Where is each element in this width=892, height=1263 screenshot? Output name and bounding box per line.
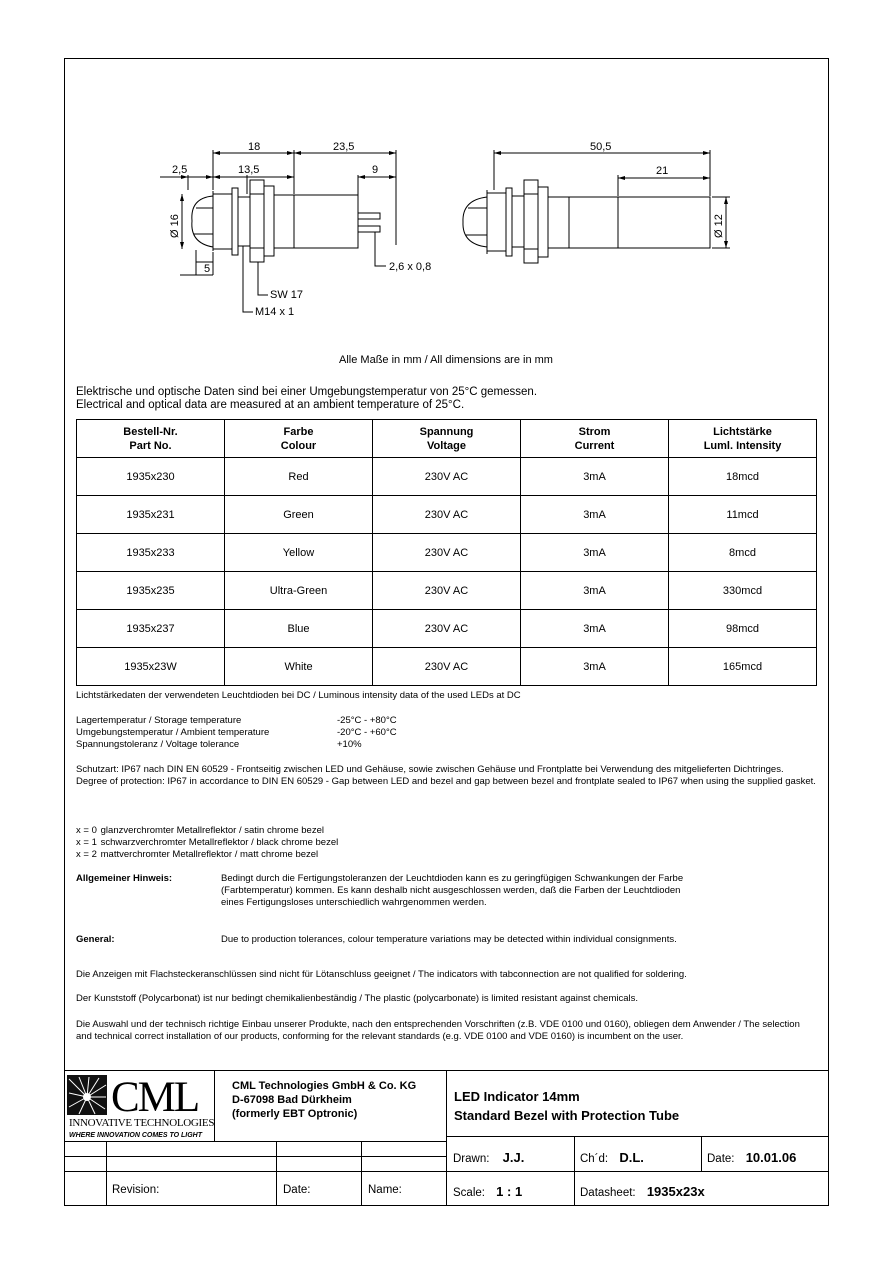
cell-colour: White xyxy=(225,648,373,686)
spec-table xyxy=(76,419,817,686)
logo-tagline: WHERE INNOVATION COMES TO LIGHT xyxy=(69,1132,202,1139)
revision-date-label: Date: xyxy=(283,1184,311,1196)
cell-colour: Blue xyxy=(225,610,373,648)
spec-storage: Lagertemperatur / Storage temperature -25°C - +80°C xyxy=(76,715,397,726)
table-row xyxy=(77,496,817,534)
cell-voltage: 230V AC xyxy=(373,534,521,572)
cell-colour: Green xyxy=(225,496,373,534)
dim-5: 5 xyxy=(204,263,211,275)
logo-subtitle: INNOVATIVE TECHNOLOGIES xyxy=(69,1117,215,1129)
table-row xyxy=(77,534,817,572)
cell-part: 1935x23W xyxy=(77,648,225,686)
dim-dia-12: Ø 12 xyxy=(713,214,725,238)
reflector-option: x = 0 glanzverchromter Metallreflektor / satin chrome bezel xyxy=(76,825,324,836)
cell-part: 1935x231 xyxy=(77,496,225,534)
cell-part: 1935x230 xyxy=(77,458,225,496)
cell-voltage: 230V AC xyxy=(373,648,521,686)
cell-colour: Yellow xyxy=(225,534,373,572)
spec-ambient: Umgebungstemperatur / Ambient temperature -20°C - +60°C xyxy=(76,727,397,738)
cell-intensity: 98mcd xyxy=(669,610,817,648)
revision-name-label: Name: xyxy=(368,1184,402,1196)
reflector-options xyxy=(76,825,338,861)
dim-23-5: 23,5 xyxy=(333,141,355,153)
table-row xyxy=(77,610,817,648)
spec-tolerance: Spannungstoleranz / Voltage tolerance +10% xyxy=(76,739,362,750)
note-chemicals: Der Kunststoff (Polycarbonat) ist nur bedingt chemikalienbeständig / The plastic (polycarbonate) is limited resistant against chemicals. xyxy=(76,993,639,1004)
cell-voltage: 230V AC xyxy=(373,610,521,648)
checked-field: Ch´d: D.L. xyxy=(580,1150,644,1165)
dim-dia-16: Ø 16 xyxy=(169,214,181,238)
cell-colour: Ultra-Green xyxy=(225,572,373,610)
date-field: Date: 10.01.06 xyxy=(707,1150,797,1165)
callout-tab: 2,6 x 0,8 xyxy=(389,261,432,273)
reflector-option: x = 2 mattverchromter Metallreflektor / matt chrome bezel xyxy=(76,849,319,860)
callout-sw17: SW 17 xyxy=(270,289,304,301)
table-row xyxy=(77,572,817,610)
cell-current: 3mA xyxy=(521,534,669,572)
protection-de: Schutzart: IP67 nach DIN EN 60529 - Frontseitig zwischen LED und Gehäuse, sowie zwischen Gehäuse und Frontplatte bei Verwendung des mitgelieferten Dichtringes. xyxy=(76,764,784,775)
cml-logo xyxy=(67,1075,215,1141)
dim-50-5: 50,5 xyxy=(590,141,612,153)
scale-field: Scale: 1 : 1 xyxy=(453,1184,523,1199)
cell-current: 3mA xyxy=(521,496,669,534)
measurement-intro xyxy=(76,386,537,412)
callout-m14: M14 x 1 xyxy=(255,306,295,318)
intro-de: Elektrische und optische Daten sind bei einer Umgebungstemperatur von 25°C gemessen. xyxy=(76,386,538,398)
cell-part: 1935x237 xyxy=(77,610,225,648)
cell-intensity: 18mcd xyxy=(669,458,817,496)
logo-wordmark: CML xyxy=(111,1074,199,1121)
cell-current: 3mA xyxy=(521,458,669,496)
technical-drawing xyxy=(0,0,892,340)
revision-label: Revision: xyxy=(112,1184,160,1196)
cell-intensity: 165mcd xyxy=(669,648,817,686)
intensity-note: Lichtstärkedaten der verwendeten Leuchtdioden bei DC / Luminous intensity data of the used LEDs at DC xyxy=(76,690,521,701)
cell-intensity: 11mcd xyxy=(669,496,817,534)
company-address: CML Technologies GmbH & Co. KG D-67098 Bad Dürkheim (formerly EBT Optronic) xyxy=(232,1080,417,1120)
cell-voltage: 230V AC xyxy=(373,572,521,610)
cell-current: 3mA xyxy=(521,648,669,686)
dimensions-note: Alle Maße in mm / All dimensions are in mm xyxy=(339,354,553,366)
intro-en: Electrical and optical data are measured at an ambient temperature of 25°C. xyxy=(76,399,465,411)
cell-intensity: 8mcd xyxy=(669,534,817,572)
table-row xyxy=(77,648,817,686)
dim-2-5: 2,5 xyxy=(172,164,188,176)
environment-specs xyxy=(76,715,397,751)
drawn-field: Drawn: J.J. xyxy=(453,1150,525,1165)
col-colour: Farbe Colour xyxy=(225,420,373,458)
reflector-option: x = 1 schwarzverchromter Metallreflektor / black chrome bezel xyxy=(76,837,339,848)
spec-table-header xyxy=(77,420,817,458)
protection-en: Degree of protection: IP67 in accordance to DIN EN 60529 - Gap between LED and bezel and gap between bezel and frontplate sealed to IP67 when using the supplied gasket. xyxy=(76,776,816,787)
protection-text xyxy=(76,764,816,788)
cell-current: 3mA xyxy=(521,610,669,648)
cell-voltage: 230V AC xyxy=(373,496,521,534)
col-voltage: Spannung Voltage xyxy=(373,420,521,458)
col-part-no: Bestell-Nr. Part No. xyxy=(77,420,225,458)
table-row xyxy=(77,458,817,496)
dim-9: 9 xyxy=(372,164,379,176)
dim-13-5: 13,5 xyxy=(238,164,260,176)
dim-18: 18 xyxy=(248,141,261,153)
col-current: Strom Current xyxy=(521,420,669,458)
starburst-icon xyxy=(67,1075,107,1115)
note-installation: Die Auswahl und der technisch richtige Einbau unserer Produkte, nach den entsprechenden Vorschriften (z.B. VDE 0100 und 0160), obliegen dem Anwender / The selection and technical correct installation of our products, conforming for the relevant standards (e.g. VDE 0100 and VDE 0160) is incumbent on the user. xyxy=(76,1019,800,1042)
product-title: LED Indicator 14mm Standard Bezel with Protection Tube xyxy=(454,1089,680,1123)
cell-part: 1935x235 xyxy=(77,572,225,610)
cell-intensity: 330mcd xyxy=(669,572,817,610)
dim-21: 21 xyxy=(656,165,669,177)
note-tab-connection: Die Anzeigen mit Flachsteckeranschlüssen sind nicht für Lötanschluss geeignet / The indicators with tabconnection are not qualified for soldering. xyxy=(76,969,687,980)
cell-voltage: 230V AC xyxy=(373,458,521,496)
cell-current: 3mA xyxy=(521,572,669,610)
cell-colour: Red xyxy=(225,458,373,496)
cell-part: 1935x233 xyxy=(77,534,225,572)
title-block xyxy=(64,1070,829,1206)
col-intensity: Lichtstärke Luml. Intensity xyxy=(669,420,817,458)
datasheet-field: Datasheet: 1935x23x xyxy=(580,1184,705,1199)
